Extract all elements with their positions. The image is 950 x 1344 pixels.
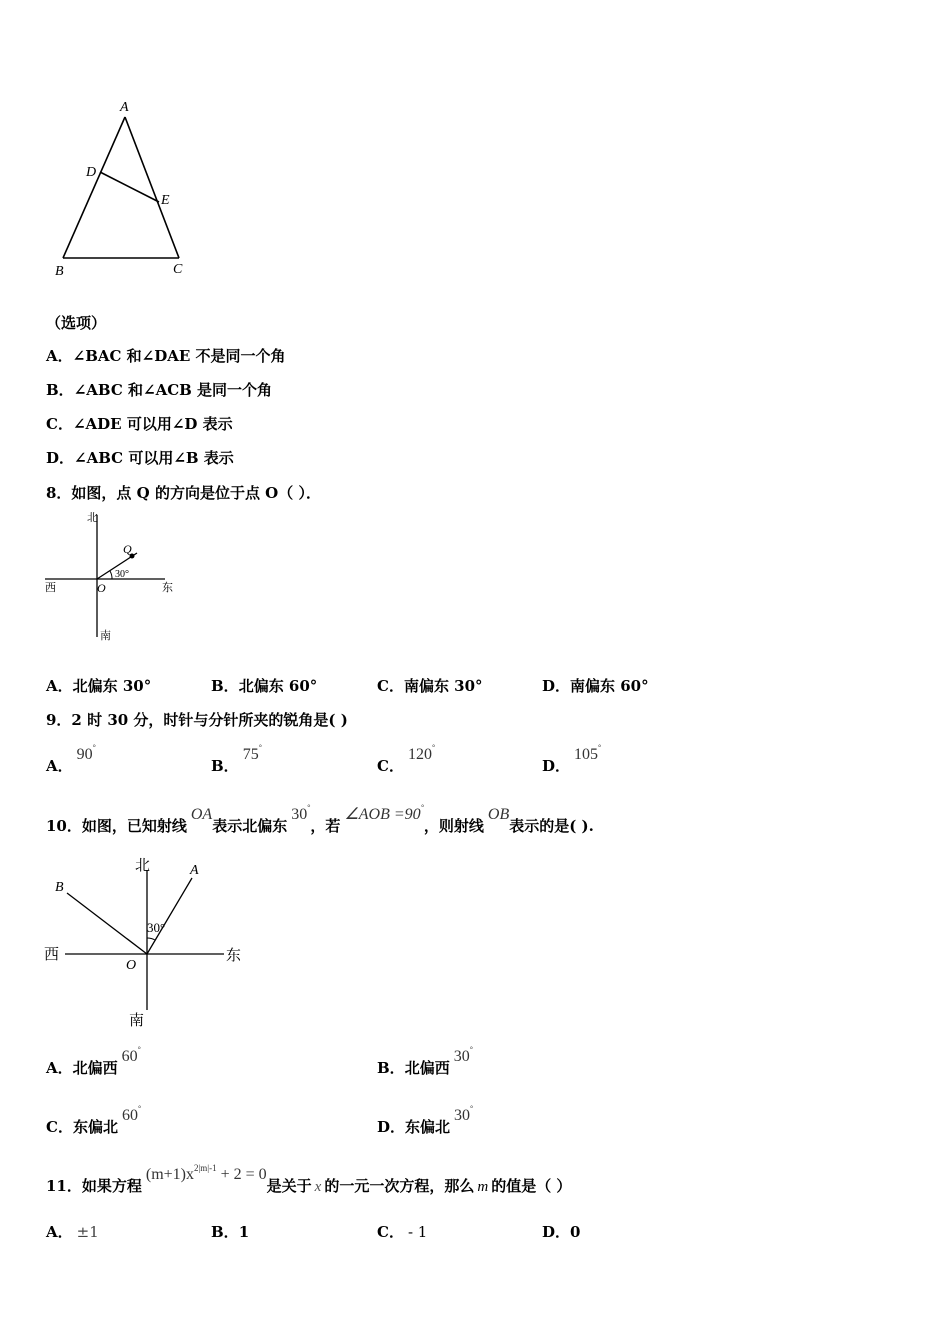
option-value: 105° — [574, 743, 602, 763]
q8-option-d[interactable] — [542, 675, 649, 696]
label-a: A — [120, 100, 129, 115]
label-north: 北 — [87, 512, 98, 524]
option-letter: C． — [377, 757, 404, 775]
option-letter: D． — [542, 1223, 571, 1241]
stem-part: ，则射线 — [423, 817, 484, 835]
option-letter: C． — [377, 1223, 404, 1241]
option-text: 南偏东 60° — [570, 677, 649, 695]
label-angle: 30° — [147, 920, 166, 935]
label-a: A — [190, 863, 199, 878]
q9-option-d[interactable] — [542, 743, 602, 776]
ray-oa — [147, 878, 192, 954]
label-e: E — [161, 193, 170, 208]
label-origin: O — [126, 958, 137, 973]
angle-arc — [110, 571, 112, 579]
option-value: 90° — [76, 743, 96, 763]
option-letter: D． — [377, 1118, 406, 1136]
option-letter: A． — [46, 1059, 73, 1077]
stem-part: ，若 — [310, 817, 341, 835]
option-value: 30° — [454, 1104, 474, 1124]
ray-oa: OA — [190, 806, 213, 823]
option-value: 30° — [453, 1045, 473, 1065]
q8-stem: 8．如图，点 Q 的方向是位于点 O（ ）． — [46, 484, 321, 502]
q11-option-a[interactable] — [46, 1221, 99, 1242]
q11-stem — [46, 1163, 572, 1196]
q7-option-d[interactable] — [46, 447, 234, 468]
q8-option-a[interactable] — [46, 675, 151, 696]
stem-part: 的值是（ ） — [491, 1177, 572, 1195]
option-text: 东偏北 — [405, 1118, 451, 1136]
option-value: 60° — [121, 1045, 141, 1065]
label-d: D — [86, 165, 97, 180]
equation-lhs: (m+1)x — [145, 1166, 194, 1183]
option-value: 120° — [407, 743, 436, 763]
option-value: 75° — [242, 743, 262, 763]
q9-option-c[interactable] — [377, 743, 436, 776]
stem-part: 11．如果方程 — [46, 1177, 142, 1195]
q11-option-d[interactable] — [542, 1221, 580, 1242]
compass-figure-q10 — [40, 850, 260, 1035]
option-value: 60° — [121, 1104, 142, 1124]
angle-value: 30° — [291, 803, 311, 823]
option-text: 北偏西 — [404, 1059, 450, 1077]
option-text: 南偏东 30° — [403, 677, 483, 695]
label-origin: O — [97, 581, 106, 595]
option-letter: B． — [377, 1059, 405, 1077]
var-m: m — [477, 1179, 489, 1195]
option-value: ±1 — [76, 1223, 99, 1241]
triangle-figure — [50, 95, 200, 285]
option-letter: B． — [46, 381, 74, 399]
q10-option-b[interactable] — [377, 1045, 473, 1078]
option-letter: D． — [542, 677, 571, 695]
q7-option-a[interactable] — [46, 345, 286, 366]
option-letter: A． — [46, 347, 73, 365]
option-letter: B． — [211, 677, 239, 695]
equation — [145, 1163, 267, 1183]
angle-arc — [147, 938, 155, 940]
option-text: 东偏北 — [72, 1118, 118, 1136]
segment-de — [100, 172, 159, 202]
q7-option-b[interactable] — [46, 379, 272, 400]
q8-option-b[interactable] — [211, 675, 317, 696]
label-south: 南 — [100, 630, 111, 642]
option-letter: A． — [46, 1223, 73, 1241]
label-b: B — [55, 880, 64, 895]
q8-option-c[interactable] — [377, 675, 483, 696]
option-text: ∠ADE 可以用∠D 表示 — [72, 415, 233, 433]
option-letter: B． — [211, 757, 239, 775]
q11-option-c[interactable] — [377, 1221, 427, 1242]
option-text: 北偏西 — [72, 1059, 118, 1077]
label-south: 南 — [129, 1013, 145, 1029]
compass-figure-q8 — [40, 505, 190, 650]
side-ac — [125, 117, 179, 258]
stem-part: 的一元一次方程，那么 — [324, 1177, 475, 1195]
option-text: ∠ABC 可以用∠B 表示 — [74, 449, 234, 467]
q11-option-b[interactable] — [211, 1221, 249, 1242]
option-text: ∠ABC 和∠ACB 是同一个角 — [73, 381, 273, 399]
option-letter: C． — [377, 677, 404, 695]
option-text: 北偏东 60° — [238, 677, 318, 695]
options-header: （选项） — [46, 314, 107, 332]
q10-option-d[interactable] — [377, 1104, 474, 1137]
ray-ob — [67, 893, 147, 954]
option-letter: A． — [46, 677, 73, 695]
option-text: 北偏东 30° — [72, 677, 152, 695]
q10-stem — [46, 803, 594, 836]
option-letter: D． — [542, 757, 571, 775]
stem-part: 是关于 — [266, 1177, 312, 1195]
q10-option-c[interactable] — [46, 1104, 142, 1137]
option-value: - 1 — [407, 1223, 428, 1241]
label-angle: 30° — [115, 569, 129, 580]
label-west: 西 — [44, 947, 60, 963]
angle-equation: ∠AOB =90° — [344, 803, 424, 823]
label-c: C — [173, 262, 183, 277]
option-value: 0 — [570, 1223, 581, 1241]
label-west: 西 — [45, 582, 56, 594]
q9-option-b[interactable] — [211, 743, 262, 776]
stem-part: 表示北偏东 — [212, 817, 288, 835]
stem-part: 表示的是( ). — [509, 817, 594, 835]
label-b: B — [55, 264, 64, 279]
label-east: 东 — [226, 948, 242, 964]
var-x: x — [314, 1179, 322, 1195]
q9-option-a[interactable] — [46, 743, 96, 776]
option-letter: C． — [46, 1118, 73, 1136]
q7-option-c[interactable] — [46, 413, 233, 434]
label-east: 东 — [162, 582, 173, 594]
option-value: 1 — [238, 1223, 250, 1241]
equation-exponent: 2|m|-1 — [194, 1163, 217, 1173]
option-text: ∠BAC 和∠DAE 不是同一个角 — [72, 347, 286, 365]
stem-part: 10．如图，已知射线 — [46, 817, 187, 835]
side-ab — [63, 117, 125, 258]
ray-ob: OB — [487, 806, 510, 823]
q10-option-a[interactable] — [46, 1045, 141, 1078]
option-letter: A． — [46, 757, 73, 775]
option-letter: D． — [46, 449, 75, 467]
label-q: Q — [123, 542, 132, 556]
equation-rhs: + 2 = 0 — [220, 1166, 267, 1183]
label-north: 北 — [135, 858, 151, 874]
option-letter: B． — [211, 1223, 239, 1241]
q9-stem: 9．2 时 30 分，时针与分针所夹的锐角是( ) — [46, 711, 348, 729]
option-letter: C． — [46, 415, 73, 433]
